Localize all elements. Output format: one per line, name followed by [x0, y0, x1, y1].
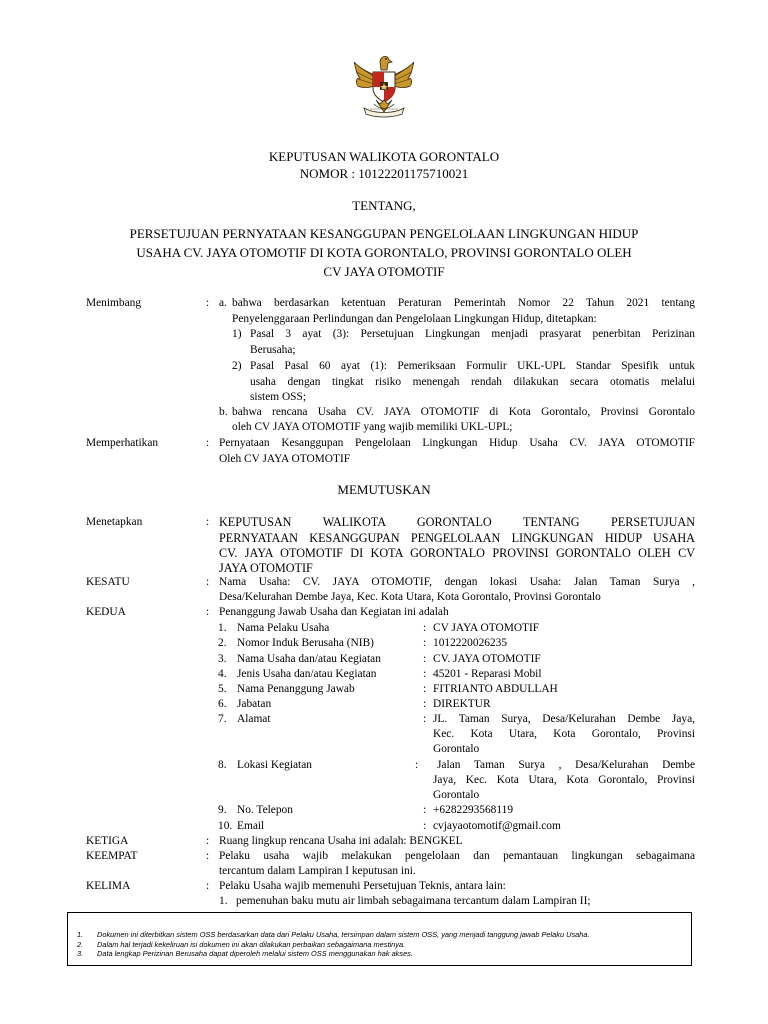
menimbang-p1-line-2: Berusaha; [250, 344, 296, 356]
decree-title: KEPUTUSAN WALIKOTA GORONTALO [268, 149, 500, 164]
menimbang-b-line-1: bahwa rencana Usaha CV. JAYA OTOMOTIF di Kota Gorontalo, Provinsi Gorontalo [232, 406, 695, 418]
kedua-label: KEDUA [86, 606, 126, 618]
kelima-label: KELIMA [86, 880, 131, 892]
footnote-text: Dalam hal terjadi kekeliruan isi dokumen ini akan dilakukan perbaikan sebagaimana mestinya. [97, 940, 406, 949]
kedua-item-label: Alamat [237, 713, 271, 725]
kedua-item-no: 3. [218, 653, 227, 665]
emblem-tail [374, 100, 394, 112]
kedua-item-value: 1012220026235 [433, 637, 508, 649]
kesatu-line-1: Nama Usaha: CV. JAYA OTOMOTIF, dengan lokasi Usaha: Jalan Taman Surya , [219, 576, 695, 588]
kedua-item-label: Nama Penanggung Jawab [237, 683, 355, 695]
kedua-item-value: Jalan Taman Surya , Desa/Kelurahan Dembe [437, 759, 695, 771]
kedua-item-label: Email [237, 820, 265, 832]
kedua-item-no: 8. [218, 759, 227, 771]
kedua-item-value: CV. JAYA OTOMOTIF [433, 653, 541, 665]
kedua-item-label: No. Telepon [237, 804, 293, 816]
separator: : [423, 668, 427, 680]
menimbang-p1-marker: 1) [232, 328, 242, 340]
kelima-item-text: pemenuhan baku mutu air limbah sebagaimana tercantum dalam Lampiran II; [236, 895, 591, 907]
footnote-text: Dokumen ini diterbitkan sistem OSS berdasarkan data dari Pelaku Usaha, tersimpan dalam sistem OSS, yang menjadi tanggung jawab Pelaku Usaha. [97, 930, 590, 939]
separator: : [423, 820, 427, 832]
separator: : [206, 835, 210, 847]
subject-line-2: USAHA CV. JAYA OTOMOTIF DI KOTA GORONTALO, PROVINSI GORONTALO OLEH [136, 245, 632, 260]
menimbang-p2-marker: 2) [232, 360, 242, 372]
separator: : [206, 516, 210, 528]
kedua-item-label: Jenis Usaha dan/atau Kegiatan [237, 668, 377, 680]
separator: : [415, 759, 419, 771]
memperhatikan-line-2: Oleh CV JAYA OTOMOTIF [219, 453, 351, 465]
kedua-item-label: Nama Pelaku Usaha [237, 622, 330, 634]
decree-number: NOMOR : 10122201175710021 [299, 166, 469, 181]
menimbang-a-marker: a. [219, 297, 227, 309]
kedua-item-no: 5. [218, 683, 227, 695]
separator: : [206, 880, 210, 892]
footnote-text: Data lengkap Perizinan Berusaha dapat diperoleh melalui sistem OSS menggunakan hak akses. [97, 949, 413, 958]
kedua-item-value: +6282293568119 [433, 804, 514, 816]
memperhatikan-line-1: Pernyataan Kesanggupan Pengelolaan Lingkungan Hidup Usaha CV. JAYA OTOMOTIF [219, 437, 695, 449]
emblem-head [380, 56, 392, 70]
kedua-item-label: Jabatan [237, 698, 272, 710]
kedua-item-value: 45201 - Reparasi Mobil [433, 668, 542, 680]
kedua-item-label: Nama Usaha dan/atau Kegiatan [237, 653, 381, 665]
footnote-no: 1. [77, 930, 84, 939]
menimbang-p2-line-3: sistem OSS; [250, 391, 307, 403]
kedua-item-no: 10. [218, 820, 233, 832]
kedua-item-value: JL. Taman Surya, Desa/Kelurahan Dembe Jaya, [433, 713, 695, 725]
separator: : [423, 653, 427, 665]
footnote-no: 2. [77, 940, 84, 949]
separator: : [206, 850, 210, 862]
kedua-item-value: Gorontalo [433, 789, 480, 801]
subject-line-3: CV JAYA OTOMOTIF [323, 264, 445, 279]
separator: : [423, 698, 427, 710]
menetapkan-line-1: KEPUTUSAN WALIKOTA GORONTALO TENTANG PERSETUJUAN [219, 515, 695, 529]
menimbang-label: Menimbang [86, 297, 142, 309]
menimbang-b-marker: b. [219, 406, 228, 418]
footnote-box [67, 912, 692, 966]
ketiga-label: KETIGA [86, 835, 129, 847]
kedua-item-no: 1. [218, 622, 227, 634]
kedua-item-value: Kec. Kota Utara, Kota Gorontalo, Provinsi [433, 728, 695, 740]
kedua-item-value: FITRIANTO ABDULLAH [433, 683, 558, 695]
kelima-item-no: 1. [219, 895, 228, 907]
separator: : [206, 576, 210, 588]
kelima-intro: Pelaku Usaha wajib memenuhi Persetujuan Teknis, antara lain: [219, 880, 506, 892]
menetapkan-line-3: CV. JAYA OTOMOTIF DI KOTA GORONTALO PROVINSI GORONTALO OLEH CV [219, 546, 695, 560]
kedua-item-value: DIREKTUR [433, 698, 491, 710]
menimbang-p2-line-1: Pasal Pasal 60 ayat (1): Pemeriksaan Formulir UKL-UPL Standar Spesifik untuk [250, 360, 695, 372]
menimbang-a-line-2: Penyelenggaraan Perlindungan dan Pengelolaan Lingkungan Hidup, ditetapkan: [232, 313, 597, 325]
menimbang-a-line-1: bahwa berdasarkan ketentuan Peraturan Pemerintah Nomor 22 Tahun 2021 tentang [232, 297, 695, 309]
ketiga-text: Ruang lingkup rencana Usaha ini adalah: BENGKEL [219, 835, 463, 847]
separator: : [423, 713, 427, 725]
separator: : [206, 297, 210, 309]
kedua-item-no: 7. [218, 713, 227, 725]
kedua-intro: Penanggung Jawab Usaha dan Kegiatan ini adalah [219, 606, 449, 618]
kedua-item-value: CV JAYA OTOMOTIF [433, 622, 540, 634]
emblem-shield [373, 72, 395, 102]
kesatu-line-2: Desa/Kelurahan Dembe Jaya, Kec. Kota Utara, Kota Gorontalo, Provinsi Gorontalo [219, 591, 601, 603]
menetapkan-line-2: PERNYATAAN KESANGGUPAN PENGELOLAAN LINGKUNGAN HIDUP USAHA [219, 531, 695, 545]
memperhatikan-label: Memperhatikan [86, 437, 159, 449]
kedua-item-label: Nomor Induk Berusaha (NIB) [237, 637, 374, 649]
memutuskan-heading: MEMUTUSKAN [337, 482, 431, 497]
kedua-item-no: 4. [218, 668, 227, 680]
separator: : [423, 804, 427, 816]
kedua-item-value: Jaya, Kec. Kota Utara, Kota Gorontalo, Provinsi [433, 774, 695, 786]
kedua-item-no: 2. [218, 637, 227, 649]
kedua-item-no: 6. [218, 698, 227, 710]
kedua-item-value: cvjayaotomotif@gmail.com [433, 820, 561, 832]
separator: : [206, 437, 210, 449]
menetapkan-line-4: JAYA OTOMOTIF [219, 561, 313, 575]
menimbang-p1-line-1: Pasal 3 ayat (3): Persetujuan Lingkungan menjadi prasyarat penerbitan Perizinan [250, 328, 695, 340]
separator: : [423, 637, 427, 649]
keempat-label: KEEMPAT [86, 850, 138, 862]
separator: : [423, 622, 427, 634]
garuda-emblem [350, 48, 418, 120]
menimbang-p2-line-2: usaha dengan tingkat risiko menengah rendah dilakukan secara otomatis melalui [250, 376, 695, 388]
keempat-line-2: tercantum dalam Lampiran I keputusan ini. [219, 865, 416, 877]
kesatu-label: KESATU [86, 576, 130, 588]
kedua-item-label: Lokasi Kegiatan [237, 759, 312, 771]
subject-line-1: PERSETUJUAN PERNYATAAN KESANGGUPAN PENGELOLAAN LINGKUNGAN HIDUP [129, 226, 639, 241]
menimbang-b-line-2: oleh CV JAYA OTOMOTIF yang wajib memiliki UKL-UPL; [232, 421, 513, 433]
separator: : [423, 683, 427, 695]
menetapkan-label: Menetapkan [86, 516, 143, 528]
keempat-line-1: Pelaku usaha wajib melakukan pengelolaan dan pemantauan lingkungan sebagaimana [219, 850, 695, 862]
kedua-item-no: 9. [218, 804, 227, 816]
separator: : [206, 606, 210, 618]
kedua-item-value: Gorontalo [433, 743, 480, 755]
tentang-heading: TENTANG, [352, 198, 416, 213]
footnote-no: 3. [77, 949, 84, 958]
